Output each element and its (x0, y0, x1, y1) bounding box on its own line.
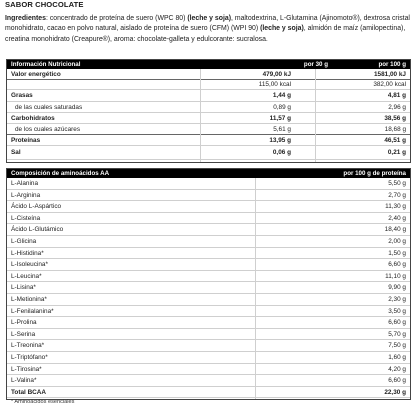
value-per-100g: 0,21 g (387, 149, 406, 156)
amino-acid-name: L-Arginina (11, 191, 41, 199)
amino-acid-value: 2,00 g (388, 237, 406, 245)
nutrition-header-label: Información Nutricional (11, 61, 81, 68)
amino-acid-row (7, 352, 410, 364)
amino-acid-value: 18,40 g (384, 226, 406, 234)
nutrition-row (7, 113, 410, 124)
amino-acid-value: 5,50 g (388, 180, 406, 187)
amino-acid-name: L-Glicina (11, 237, 37, 245)
amino-acid-value: 7,50 g (388, 342, 406, 350)
amino-acid-value: 5,70 g (388, 330, 406, 338)
amino-acid-value: 2,40 g (388, 214, 406, 222)
amino-acid-name: L-Alanina (11, 180, 39, 187)
value-per-100g: 18,68 g (384, 126, 406, 133)
nutrient-name: Sal (11, 149, 21, 156)
amino-col-divider (255, 178, 256, 399)
nutrition-row (7, 135, 410, 146)
ingredients-text (5, 14, 410, 45)
nutrition-row (7, 80, 410, 90)
amino-acid-name: Ácido L-Glutámico (11, 226, 64, 234)
value-per-30g: 1,44 g (272, 92, 291, 99)
amino-acid-name: L-Treonina* (11, 342, 45, 350)
ingredients-segment: , maltodextrina, L-Glutamina (Ajinomoto®), dextrosa cristal monohidrato, cacao en polvo natural, aislado de proteína de suero (CFM) (WPI 90) (5, 15, 410, 33)
value-per-100g: 382,00 kcal (373, 81, 406, 88)
nutrition-table-header (7, 60, 410, 69)
nutrition-row (7, 102, 410, 113)
nutrient-name: Proteínas (11, 137, 41, 144)
amino-acid-value: 2,30 g (388, 295, 406, 303)
amino-acid-value: 6,60 g (388, 377, 406, 385)
amino-acid-row (7, 259, 410, 271)
amino-acid-row (7, 271, 410, 283)
amino-acid-row (7, 282, 410, 294)
amino-acid-value: 22,30 g (384, 388, 406, 396)
ingredients-segment: : concentrado de proteína de suero (WPC 80) (45, 15, 188, 22)
amino-acid-row (7, 248, 410, 260)
amino-acid-name: L-Cisteína (11, 214, 41, 222)
total-bcaa-row (7, 387, 410, 399)
value-per-30g: 115,00 kcal (258, 81, 291, 88)
value-per-30g: 13,95 g (269, 137, 291, 144)
amino-header-per100: por 100 g de proteína (343, 170, 406, 177)
nutrition-row (7, 124, 410, 135)
amino-acid-row (7, 306, 410, 318)
amino-acid-row (7, 190, 410, 202)
amino-acid-name: L-Valina* (11, 377, 37, 385)
amino-acid-row (7, 201, 410, 213)
amino-acid-name: L-Prolina (11, 319, 37, 327)
nutrition-header-per30: por 30 g (303, 61, 328, 68)
amino-acid-name: L-Leucina* (11, 272, 42, 280)
nutrition-row (7, 90, 410, 102)
amino-acid-name: L-Histidina* (11, 249, 44, 257)
amino-acid-name: Ácido L-Aspártico (11, 203, 62, 211)
amino-acid-row (7, 329, 410, 341)
amino-acid-row (7, 224, 410, 236)
nutrition-table (6, 59, 411, 163)
amino-acid-name: L-Lisina* (11, 284, 36, 292)
nutrition-col-divider (200, 69, 201, 162)
amino-acid-value: 3,50 g (388, 307, 406, 315)
amino-acid-value: 4,20 g (388, 365, 406, 373)
flavor-heading: SABOR CHOCOLATE (5, 0, 84, 9)
value-per-100g: 1581,00 kJ (374, 71, 406, 78)
nutrition-row (7, 146, 410, 160)
amino-acid-row (7, 375, 410, 387)
amino-acid-name: L-Triptófano* (11, 353, 48, 361)
value-per-100g: 2,96 g (388, 104, 406, 111)
ingredients-body (5, 15, 410, 43)
value-per-30g: 11,57 g (269, 115, 291, 122)
nutrition-row (7, 69, 410, 80)
amino-acid-value: 1,50 g (388, 249, 406, 257)
nutrient-name: Valor energético (11, 71, 61, 78)
amino-acid-row (7, 178, 410, 190)
amino-acid-value: 2,70 g (388, 191, 406, 199)
nutrition-col-divider (315, 69, 316, 162)
amino-acid-name: L-Serina (11, 330, 36, 338)
amino-acid-row (7, 236, 410, 248)
amino-table-header (7, 169, 410, 178)
value-per-30g: 0,89 g (273, 104, 291, 111)
value-per-100g: 46,51 g (384, 137, 406, 144)
nutrient-name: de los cuales azúcares (15, 126, 81, 133)
ingredients-segment: , almidón de maíz (amilopectina), creatina monohidrato (Creapure®), aroma: chocolate-galleta y edulcorante: sucralosa. (5, 25, 406, 43)
value-per-30g: 0,06 g (272, 149, 291, 156)
nutrient-name: de las cuales saturadas (15, 104, 83, 111)
value-per-30g: 479,00 kJ (262, 71, 291, 78)
value-per-100g: 4,81 g (387, 92, 406, 99)
value-per-30g: 5,61 g (273, 126, 291, 133)
nutrient-name: Carbohidratos (11, 115, 55, 122)
allergen-text: (leche y soja) (187, 15, 231, 22)
amino-acid-row (7, 294, 410, 306)
amino-acid-row (7, 213, 410, 225)
ingredients-label: Ingredientes (5, 15, 46, 22)
amino-acid-row (7, 317, 410, 329)
amino-acid-name: L-Metionina* (11, 295, 47, 303)
nutrition-table-body (7, 69, 410, 160)
value-per-100g: 38,56 g (384, 115, 406, 122)
amino-acid-name: L-Fenilalanina* (11, 307, 54, 315)
amino-acid-value: 6,60 g (388, 319, 406, 327)
allergen-text: (leche y soja) (260, 25, 304, 33)
amino-table-body (7, 178, 410, 406)
amino-acid-name: L-Isoleucina* (11, 261, 48, 269)
amino-acid-name: Total BCAA (11, 388, 47, 396)
amino-acid-value: 1,60 g (388, 353, 406, 361)
essential-footnote: * Aminoácidos esenciales (11, 399, 75, 406)
amino-acid-value: 11,30 g (385, 203, 406, 211)
amino-acid-value: 9,90 g (388, 284, 406, 292)
nutrient-name: Grasas (11, 92, 33, 99)
nutrition-header-per100: por 100 g (378, 61, 406, 68)
amino-header-label: Composición de aminoácidos AA (11, 170, 110, 177)
amino-acid-value: 6,60 g (388, 261, 406, 269)
amino-acid-table (6, 168, 411, 406)
amino-acid-row (7, 364, 410, 376)
amino-acid-name: L-Tirosina* (11, 365, 42, 373)
amino-acid-row (7, 340, 410, 352)
amino-acid-value: 11,10 g (385, 272, 406, 280)
